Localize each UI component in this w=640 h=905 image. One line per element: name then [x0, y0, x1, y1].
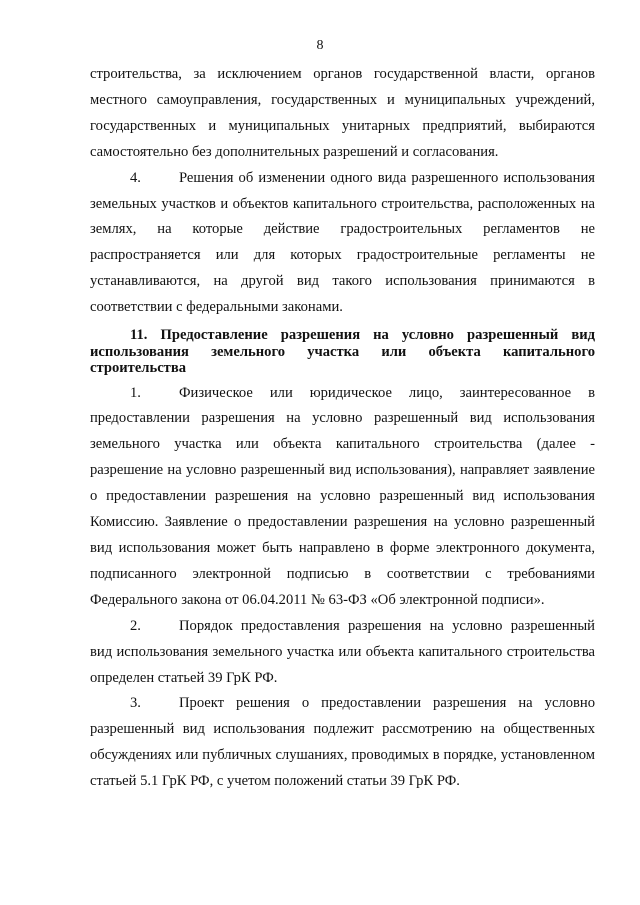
item-text: Порядок предоставления разрешения на условно разрешенный вид использования земельного участка или объекта капитального строительства определен статьей 39 ГрК РФ.: [90, 617, 595, 686]
page-number: 8: [316, 38, 324, 53]
item-number: 4.: [130, 169, 141, 186]
paragraph-item-1: [90, 381, 595, 614]
item-number: 3.: [130, 695, 141, 712]
item-text: Физическое или юридическое лицо, заинтересованное в предоставлении разрешения на условно разрешенный вид использования земельного участка или объекта капитального строительства (далее - разрешение на условно разрешенный вид использования), направляет заявление о предоставлении разрешения на условно разрешенный вид использования Комиссию. Заявление о предоставлении разрешения на условно разрешенный вид использования может быть направлено в форме электронного документа, подписанного электронной подписью в соответствии с требованиями Федерального закона от 06.04.2011 № 63-ФЗ «Об электронной подписи».: [90, 384, 595, 608]
paragraph-item-4: [90, 166, 595, 321]
paragraph-item-2: [90, 614, 595, 692]
section-heading: 11. Предоставление разрешения на условно разрешенный вид использования земельного участка или объекта капитального строительства: [90, 327, 595, 377]
item-text: Проект решения о предоставлении разрешения на условно разрешенный вид использования подлежит рассмотрению на общественных обсуждениях или публичных слушаниях, проводимых в порядке, установленном статьей 5.1 ГрК РФ, с учетом положений статьи 39 ГрК РФ.: [90, 695, 595, 790]
paragraph-item-3: [90, 691, 595, 795]
item-number: 1.: [130, 384, 141, 401]
item-text: Решения об изменении одного вида разрешенного использования земельных участков и объектов капитального строительства, расположенных на землях, на которые действие градостроительных регламентов не распространяется или для которых градостроительные регламенты не устанавливаются, на другой вид такого использования принимаются в соответствии с федеральными законами.: [90, 169, 595, 316]
item-number: 2.: [130, 617, 141, 634]
page-content: [90, 62, 595, 795]
continuation-paragraph: строительства, за исключением органов государственной власти, органов местного самоуправления, государственных и муниципальных учреждений, государственных и муниципальных унитарных предприятий, выбираются самостоятельно без дополнительных разрешений и согласования.: [90, 66, 595, 160]
